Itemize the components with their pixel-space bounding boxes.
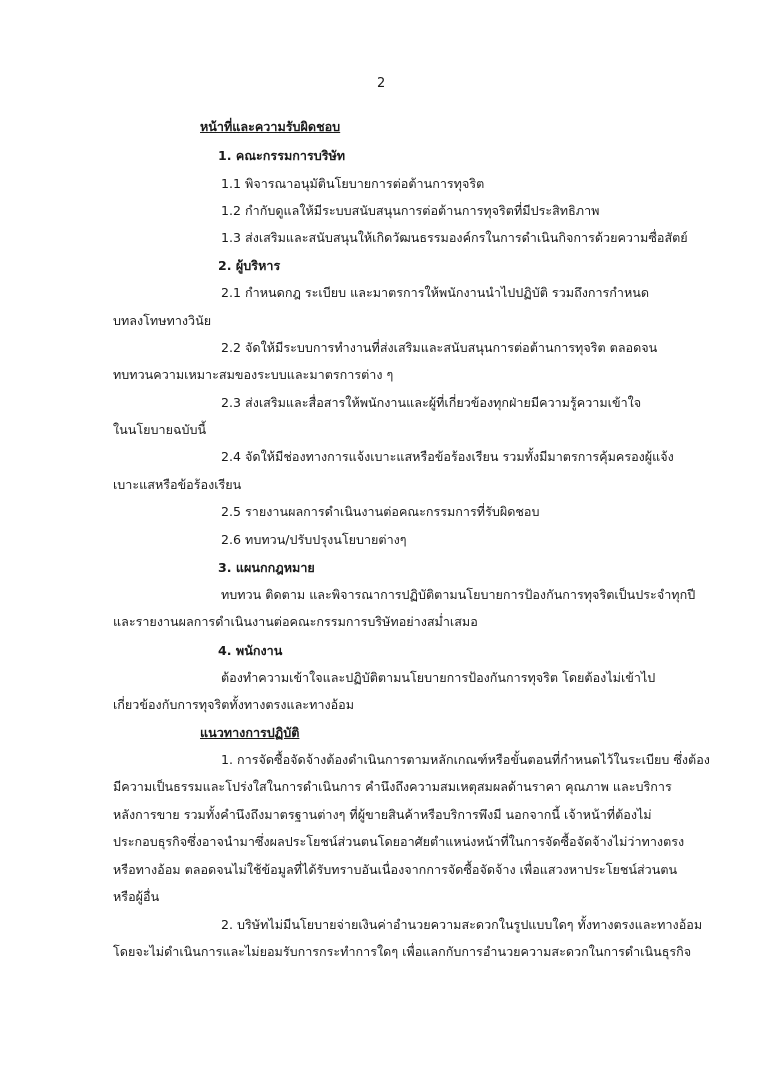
section-heading-responsibilities: หน้าที่และความรับผิดชอบ [200, 119, 341, 134]
item-exec-2-2-line2: ทบทวนความเหมาะสมของระบบและมาตรการต่าง ๆ [113, 367, 394, 382]
item-board-1-1: 1.1 พิจารณาอนุมัตินโยบายการต่อต้านการทุจริต [221, 176, 485, 191]
item-executives-heading: 2. ผู้บริหาร [218, 258, 281, 273]
item-exec-2-1-line2: บทลงโทษทางวินัย [113, 313, 212, 328]
item-exec-2-3-line1: 2.3 ส่งเสริมและสื่อสารให้พนักงานและผู้ที่เกี่ยวข้องทุกฝ่ายมีความรู้ความเข้าใจ [221, 395, 642, 410]
item-exec-2-4-line1: 2.4 จัดให้มีช่องทางการแจ้งเบาะแสหรือข้อร้องเรียน รวมทั้งมีมาตรการคุ้มครองผู้แจ้ง [221, 449, 674, 464]
guideline-1-line4: ประกอบธุรกิจซึ่งอาจนำมาซึ่งผลประโยชน์ส่วนตนโดยอาศัยตำแหน่งหน้าที่ในการจัดซื้อจัดจ้างไม่ว่าทางตรง [113, 834, 685, 849]
item-employees-heading: 4. พนักงาน [218, 643, 283, 658]
guideline-2-line1: 2. บริษัทไม่มีนโยบายจ่ายเงินค่าอำนวยความสะดวกในรูปแบบใดๆ ทั้งทางตรงและทางอ้อม [221, 917, 703, 932]
item-exec-2-3-line2: ในนโยบายฉบับนี้ [113, 422, 207, 437]
guideline-1-line2: มีความเป็นธรรมและโปร่งใสในการดำเนินการ คำนึงถึงความสมเหตุสมผลด้านราคา คุณภาพ และบริการ [113, 779, 672, 794]
item-legal-heading: 3. แผนกกฎหมาย [218, 560, 315, 575]
item-legal-line2: และรายงานผลการดำเนินงานต่อคณะกรรมการบริษัทอย่างสม่ำเสมอ [113, 614, 478, 629]
item-employees-line2: เกี่ยวข้องกับการทุจริตทั้งทางตรงและทางอ้อม [113, 697, 355, 712]
item-board-heading: 1. คณะกรรมการบริษัท [218, 148, 346, 163]
item-exec-2-2-line1: 2.2 จัดให้มีระบบการทำงานที่ส่งเสริมและสนับสนุนการต่อต้านการทุจริต ตลอดจน [221, 340, 658, 355]
item-exec-2-1-line1: 2.1 กำหนดกฎ ระเบียบ และมาตรการให้พนักงานนำไปปฏิบัติ รวมถึงการกำหนด [221, 285, 650, 300]
item-exec-2-6: 2.6 ทบทวน/ปรับปรุงนโยบายต่างๆ [221, 532, 407, 547]
guideline-1-line6: หรือผู้อื่น [113, 889, 160, 904]
item-legal-line1: ทบทวน ติดตาม และพิจารณาการปฏิบัติตามนโยบายการป้องกันการทุจริตเป็นประจำทุกปี [221, 587, 696, 602]
guideline-1-line5: หรือทางอ้อม ตลอดจนไม่ใช้ข้อมูลที่ได้รับทราบอันเนื่องจากการจัดซื้อจัดจ้าง เพื่อแสวงหาประโยชน์ส่วนตน [113, 862, 678, 877]
guideline-1-line1: 1. การจัดซื้อจัดจ้างต้องดำเนินการตามหลักเกณฑ์หรือขั้นตอนที่กำหนดไว้ในระเบียบ ซึ่งต้อง [221, 752, 710, 767]
item-employees-line1: ต้องทำความเข้าใจและปฏิบัติตามนโยบายการป้องกันการทุจริต โดยต้องไม่เข้าไป [221, 670, 656, 685]
item-board-1-3: 1.3 ส่งเสริมและสนับสนุนให้เกิดวัฒนธรรมองค์กรในการดำเนินกิจการด้วยความซื่อสัตย์ [221, 230, 688, 245]
item-board-1-2: 1.2 กำกับดูแลให้มีระบบสนับสนุนการต่อต้านการทุจริตที่มีประสิทธิภาพ [221, 203, 600, 218]
guideline-2-line2: โดยจะไม่ดำเนินการและไม่ยอมรับการกระทำการใดๆ เพื่อแลกกับการอำนวยความสะดวกในการดำเนินธุรกิจ [113, 944, 692, 959]
page-number: 2 [377, 76, 386, 91]
guideline-1-line3: หลังการขาย รวมทั้งคำนึงถึงมาตรฐานต่างๆ ที่ผู้ขายสินค้าหรือบริการพึงมี นอกจากนี้ เจ้าหน้าที่ต้องไม่ [113, 807, 652, 822]
item-exec-2-4-line2: เบาะแสหรือข้อร้องเรียน [113, 477, 242, 492]
section-heading-guidelines: แนวทางการปฏิบัติ [200, 725, 300, 740]
item-exec-2-5: 2.5 รายงานผลการดำเนินงานต่อคณะกรรมการที่รับผิดชอบ [221, 504, 540, 519]
